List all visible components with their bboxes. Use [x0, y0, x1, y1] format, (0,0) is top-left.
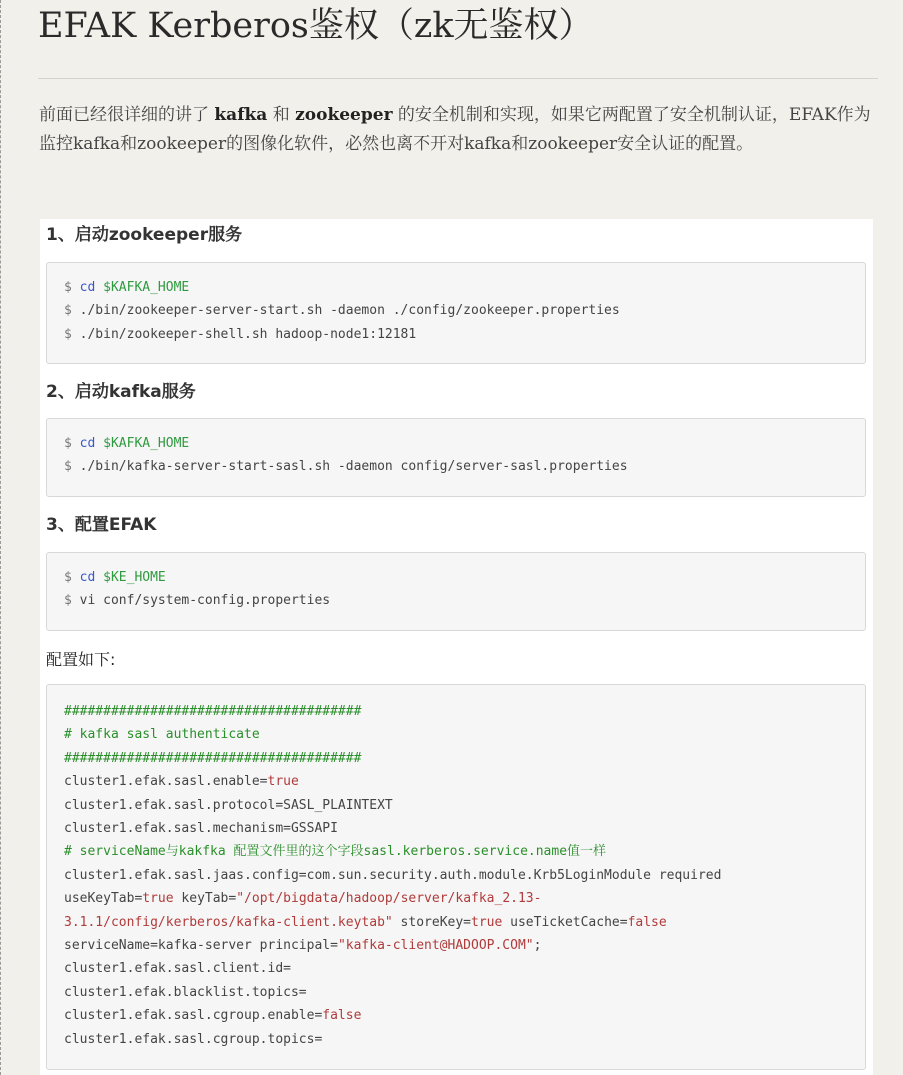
- code-token-prompt: $: [64, 459, 80, 475]
- code-token-plain: cluster1.efak.sasl.jaas.config=com.sun.security.auth.module.Krb5LoginModule required: [64, 867, 722, 883]
- step2-code-block[interactable]: [46, 418, 866, 497]
- code-token-plain: cluster1.efak.sasl.client.id=: [64, 961, 291, 977]
- intro-zookeeper-term: zookeeper: [295, 105, 393, 125]
- code-token-plain: cluster1.efak.blacklist.topics=: [64, 984, 307, 1000]
- code-token-bool: false: [627, 914, 667, 930]
- code-token-kw: cd: [79, 436, 96, 451]
- config-label: 配置如下:: [46, 650, 116, 669]
- code-line: [64, 887, 865, 910]
- page-left-border: [0, 0, 1, 1075]
- code-line: [64, 794, 865, 817]
- code-token-var: $KE_HOME: [103, 570, 166, 585]
- title-divider: [38, 78, 878, 79]
- content-card: [40, 219, 873, 1075]
- code-line: [64, 276, 865, 299]
- code-token-comment: ######################################: [64, 750, 362, 766]
- code-token-prompt: $: [64, 593, 80, 609]
- code-token-prompt: $: [64, 570, 80, 585]
- code-line: [64, 589, 865, 612]
- code-line: [64, 840, 865, 863]
- code-line: [64, 299, 865, 322]
- code-line: [64, 432, 865, 455]
- code-token-str: "kafka-client@HADOOP.COM": [337, 938, 534, 954]
- code-token-plain: cluster1.efak.sasl.enable=: [64, 774, 268, 790]
- code-token-plain: useTicketCache=: [502, 914, 628, 930]
- code-token-plain: [95, 570, 103, 585]
- code-line: [64, 911, 865, 934]
- code-token-comment: # kafka sasl authenticate: [64, 727, 260, 743]
- code-token-plain: useKeyTab=: [64, 891, 143, 907]
- code-token-plain: cluster1.efak.sasl.protocol=SASL_PLAINTEXT: [64, 797, 393, 813]
- code-token-bool: true: [267, 774, 299, 790]
- intro-paragraph: [39, 101, 875, 159]
- step1-code-block[interactable]: [46, 262, 866, 364]
- code-token-comment: ######################################: [64, 704, 362, 719]
- code-line: [64, 455, 865, 478]
- code-line: [64, 817, 865, 840]
- code-token-plain: cluster1.efak.sasl.cgroup.enable=: [64, 1008, 323, 1024]
- code-line: [64, 747, 865, 770]
- code-line: [64, 957, 865, 980]
- code-token-plain: keyTab=: [173, 891, 237, 907]
- code-line: [64, 1004, 865, 1027]
- code-line: [64, 323, 865, 346]
- config-code-block[interactable]: [46, 684, 866, 1070]
- code-token-str: 3.1.1/config/kerberos/kafka-client.keytab": [64, 914, 393, 930]
- code-line: [64, 864, 865, 887]
- code-token-prompt: $: [64, 326, 80, 342]
- code-token-plain: [95, 280, 103, 295]
- code-token-kw: cd: [79, 280, 96, 295]
- code-line: [64, 1028, 865, 1051]
- code-token-prompt: $: [64, 303, 80, 319]
- code-token-var: $KAFKA_HOME: [103, 280, 190, 295]
- code-line: [64, 723, 865, 746]
- step2-heading: 2、启动kafka服务: [46, 382, 196, 402]
- code-token-plain: cluster1.efak.sasl.mechanism=GSSAPI: [64, 821, 338, 837]
- intro-text-1: 前面已经很详细的讲了: [39, 105, 215, 125]
- code-token-plain: storeKey=: [392, 914, 472, 930]
- step1-heading: 1、启动zookeeper服务: [46, 225, 243, 245]
- code-token-bool: true: [142, 891, 174, 907]
- code-line: [64, 770, 865, 793]
- step3-heading: 3、配置EFAK: [46, 515, 157, 535]
- intro-text-2: 和: [267, 105, 296, 125]
- code-token-plain: ./bin/zookeeper-shell.sh hadoop-node1:12181: [79, 326, 417, 342]
- code-token-plain: cluster1.efak.sasl.cgroup.topics=: [64, 1031, 323, 1047]
- code-token-plain: ./bin/zookeeper-server-start.sh -daemon ./config/zookeeper.properties: [79, 303, 620, 319]
- code-token-kw: cd: [79, 570, 96, 585]
- code-token-prompt: $: [64, 436, 80, 451]
- code-token-str: "/opt/bigdata/hadoop/server/kafka_2.13-: [236, 891, 542, 907]
- code-token-prompt: $: [64, 280, 80, 295]
- code-token-bool: false: [322, 1008, 362, 1024]
- code-token-plain: ./bin/kafka-server-start-sasl.sh -daemon config/server-sasl.properties: [79, 459, 628, 475]
- code-line: [64, 700, 865, 723]
- article-title: EFAK Kerberos鉴权（zk无鉴权）: [38, 6, 594, 46]
- code-token-plain: [95, 436, 103, 451]
- code-line: [64, 934, 865, 957]
- code-token-comment: # serviceName与kakfka 配置文件里的这个字段sasl.kerberos.service.name值一样: [64, 844, 607, 860]
- code-token-plain: serviceName=kafka-server principal=: [64, 938, 338, 954]
- code-token-bool: true: [471, 914, 503, 930]
- code-line: [64, 566, 865, 589]
- intro-kafka-term: kafka: [214, 105, 268, 125]
- code-token-plain: vi conf/system-config.properties: [79, 593, 331, 609]
- intro-text-3: 的安全机制和实现，如果它两配置了安全机制认证，EFAK作为监控kafka和zookeeper的图像化软件，必然也离不开对kafka和zookeeper安全认证的配置。: [39, 105, 871, 154]
- code-line: [64, 981, 865, 1004]
- code-token-plain: ;: [533, 938, 542, 954]
- code-token-var: $KAFKA_HOME: [103, 436, 190, 451]
- step3-code-block[interactable]: [46, 552, 866, 631]
